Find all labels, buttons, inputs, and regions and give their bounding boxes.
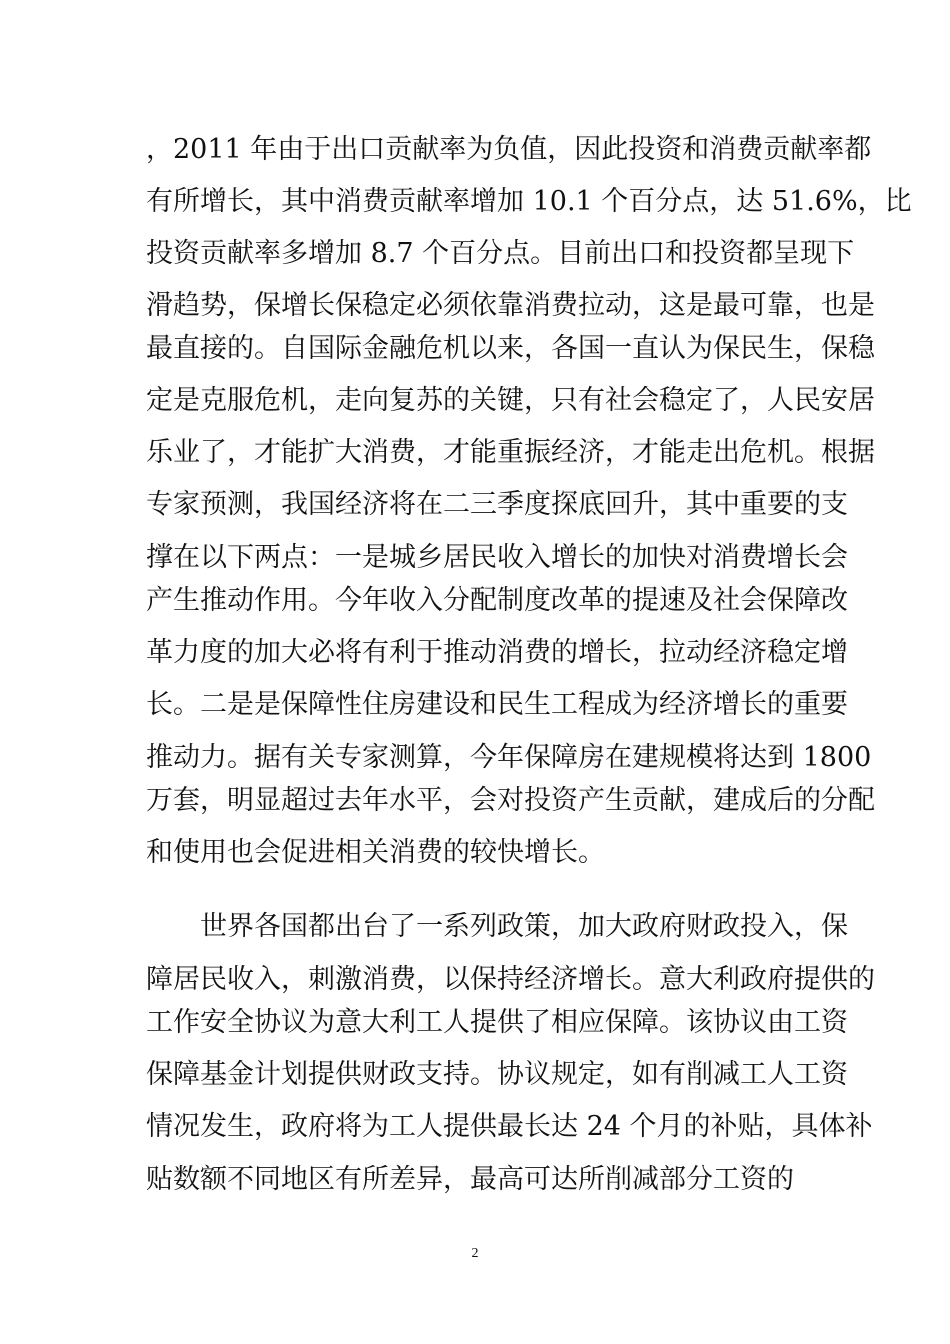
text-line: 乐业了，才能扩大消费，才能重振经济，才能走出危机。根据	[146, 437, 875, 468]
text-line: 世界各国都出台了一系列政策，加大政府财政投入，保	[200, 911, 848, 942]
text-line: 投资贡献率多增加 8.7 个百分点。目前出口和投资都呈现下	[146, 238, 855, 269]
text-line: 保障基金计划提供财政支持。协议规定，如有削减工人工资	[146, 1059, 848, 1090]
text-line: 贴数额不同地区有所差异，最高可达所削减部分工资的	[146, 1164, 794, 1195]
text-line: 产生推动作用。今年收入分配制度改革的提速及社会保障改	[146, 585, 848, 616]
text-line: 有所增长，其中消费贡献率增加 10.1 个百分点，达 51.6%，比	[146, 186, 912, 217]
page-number: 2	[471, 1246, 479, 1261]
text-line: 滑趋势，保增长保稳定必须依靠消费拉动，这是最可靠，也是	[146, 290, 875, 321]
text-line: 和使用也会促进相关消费的较快增长。	[146, 837, 605, 868]
text-line: 长。二是是保障性住房建设和民生工程成为经济增长的重要	[146, 689, 848, 720]
text-line: 万套，明显超过去年水平，会对投资产生贡献，建成后的分配	[146, 785, 875, 816]
text-line: ，2011 年由于出口贡献率为负值，因此投资和消费贡献率都	[146, 134, 872, 165]
text-line: 情况发生，政府将为工人提供最长达 24 个月的补贴，具体补	[146, 1111, 873, 1142]
text-line: 工作安全协议为意大利工人提供了相应保障。该协议由工资	[146, 1007, 848, 1038]
text-line: 撑在以下两点：一是城乡居民收入增长的加快对消费增长会	[146, 542, 848, 573]
text-line: 革力度的加大必将有利于推动消费的增长，拉动经济稳定增	[146, 637, 848, 668]
text-line: 障居民收入，刺激消费，以保持经济增长。意大利政府提供的	[146, 964, 875, 995]
text-line: 定是克服危机，走向复苏的关键，只有社会稳定了，人民安居	[146, 385, 875, 416]
text-line: 最直接的。自国际金融危机以来，各国一直认为保民生，保稳	[146, 333, 875, 364]
text-line: 推动力。据有关专家测算，今年保障房在建规模将达到 1800	[146, 742, 872, 773]
text-line: 专家预测，我国经济将在二三季度探底回升，其中重要的支	[146, 489, 848, 520]
